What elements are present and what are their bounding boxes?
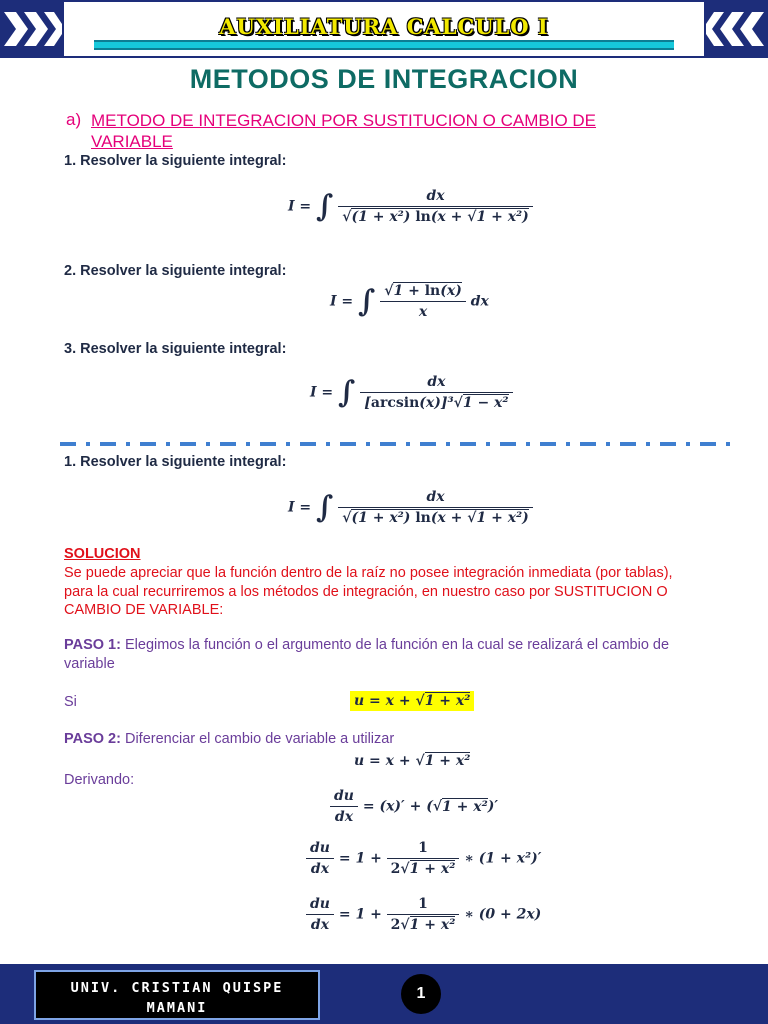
si-label: Si: [64, 694, 77, 710]
solution-paragraph: Se puede apreciar que la función dentro de la raíz no posee integración inmediata (por tablas), para la cual recurriremos a los métodos de integración, en nuestro caso por SUSTITUCION O CAMBIO DE VARIABLE:: [64, 565, 673, 618]
page-number: 1: [401, 974, 441, 1014]
step-1-paragraph: [64, 636, 684, 673]
page-title: METODOS DE INTEGRACION: [189, 64, 579, 94]
derivative-formula: $\frac{du}{dx}$ = 1 + $\frac{1}{\text{2√1 + x²}}$ ∗ (0 + 2x): [306, 896, 541, 933]
double-chevron-left-icon: [706, 0, 768, 58]
author-surname: MAMANI: [146, 1000, 208, 1016]
step-2-label: PASO 2:: [64, 731, 121, 747]
step-1-label: PASO 1:: [64, 637, 121, 653]
exercise-label: 3. Resolver la siguiente integral:: [64, 341, 287, 357]
integral-formula: I = ∫ $\frac{dx}{\text{√(1 + x²) ln(x + √1 + x²)}}$: [288, 188, 533, 225]
substitution-formula: u = x + √1 + x²: [350, 693, 474, 709]
header-stripe: [94, 40, 674, 50]
substitution-formula: u = x + √1 + x²: [354, 753, 471, 769]
integral-formula: I = ∫ $\frac{√1 + \ln(x)}{x}$ dx: [330, 283, 489, 320]
dashed-divider: [60, 442, 732, 446]
exercise-label: 2. Resolver la siguiente integral:: [64, 263, 287, 279]
step-2-paragraph: [64, 730, 684, 749]
derivando-label: Derivando:: [64, 772, 135, 788]
author-name: UNIV. CRISTIAN QUISPE: [70, 980, 284, 996]
page-header: [0, 0, 768, 62]
section-heading-text: METODO DE INTEGRACION POR SUSTITUCION O CAMBIO DE VARIABLE: [91, 111, 597, 151]
exercise-label: 1. Resolver la siguiente integral:: [64, 454, 287, 470]
header-banner: [62, 0, 706, 58]
step-2-text: Diferenciar el cambio de variable a utilizar: [120, 731, 395, 747]
derivative-formula: $\frac{du}{dx}$ = 1 + $\frac{1}{\text{2√1 + x²}}$ ∗ (1 + x²)′: [306, 840, 541, 877]
derivative-formula: $\frac{du}{dx}$ = (x)′ + (√1 + x²)′: [330, 788, 498, 825]
double-chevron-right-icon: [0, 0, 62, 58]
step-1-text: Elegimos la función o el argumento de la función en la cual se realizará el cambio de variable: [64, 637, 670, 672]
page-footer: [0, 964, 768, 1024]
exercise-label: 1. Resolver la siguiente integral:: [64, 153, 287, 169]
author-box: [34, 970, 320, 1020]
solution-heading: SOLUCION: [64, 546, 141, 562]
integral-formula: I = ∫ $\frac{dx}{\text{[arcsin(x)]³√1 − x²}}$: [310, 374, 513, 411]
integral-formula: I = ∫ $\frac{dx}{\text{√(1 + x²) ln(x + √1 + x²)}}$: [288, 489, 533, 526]
header-title: AUXILIATURA CALCULO I: [219, 14, 549, 39]
section-marker: a): [66, 110, 82, 129]
